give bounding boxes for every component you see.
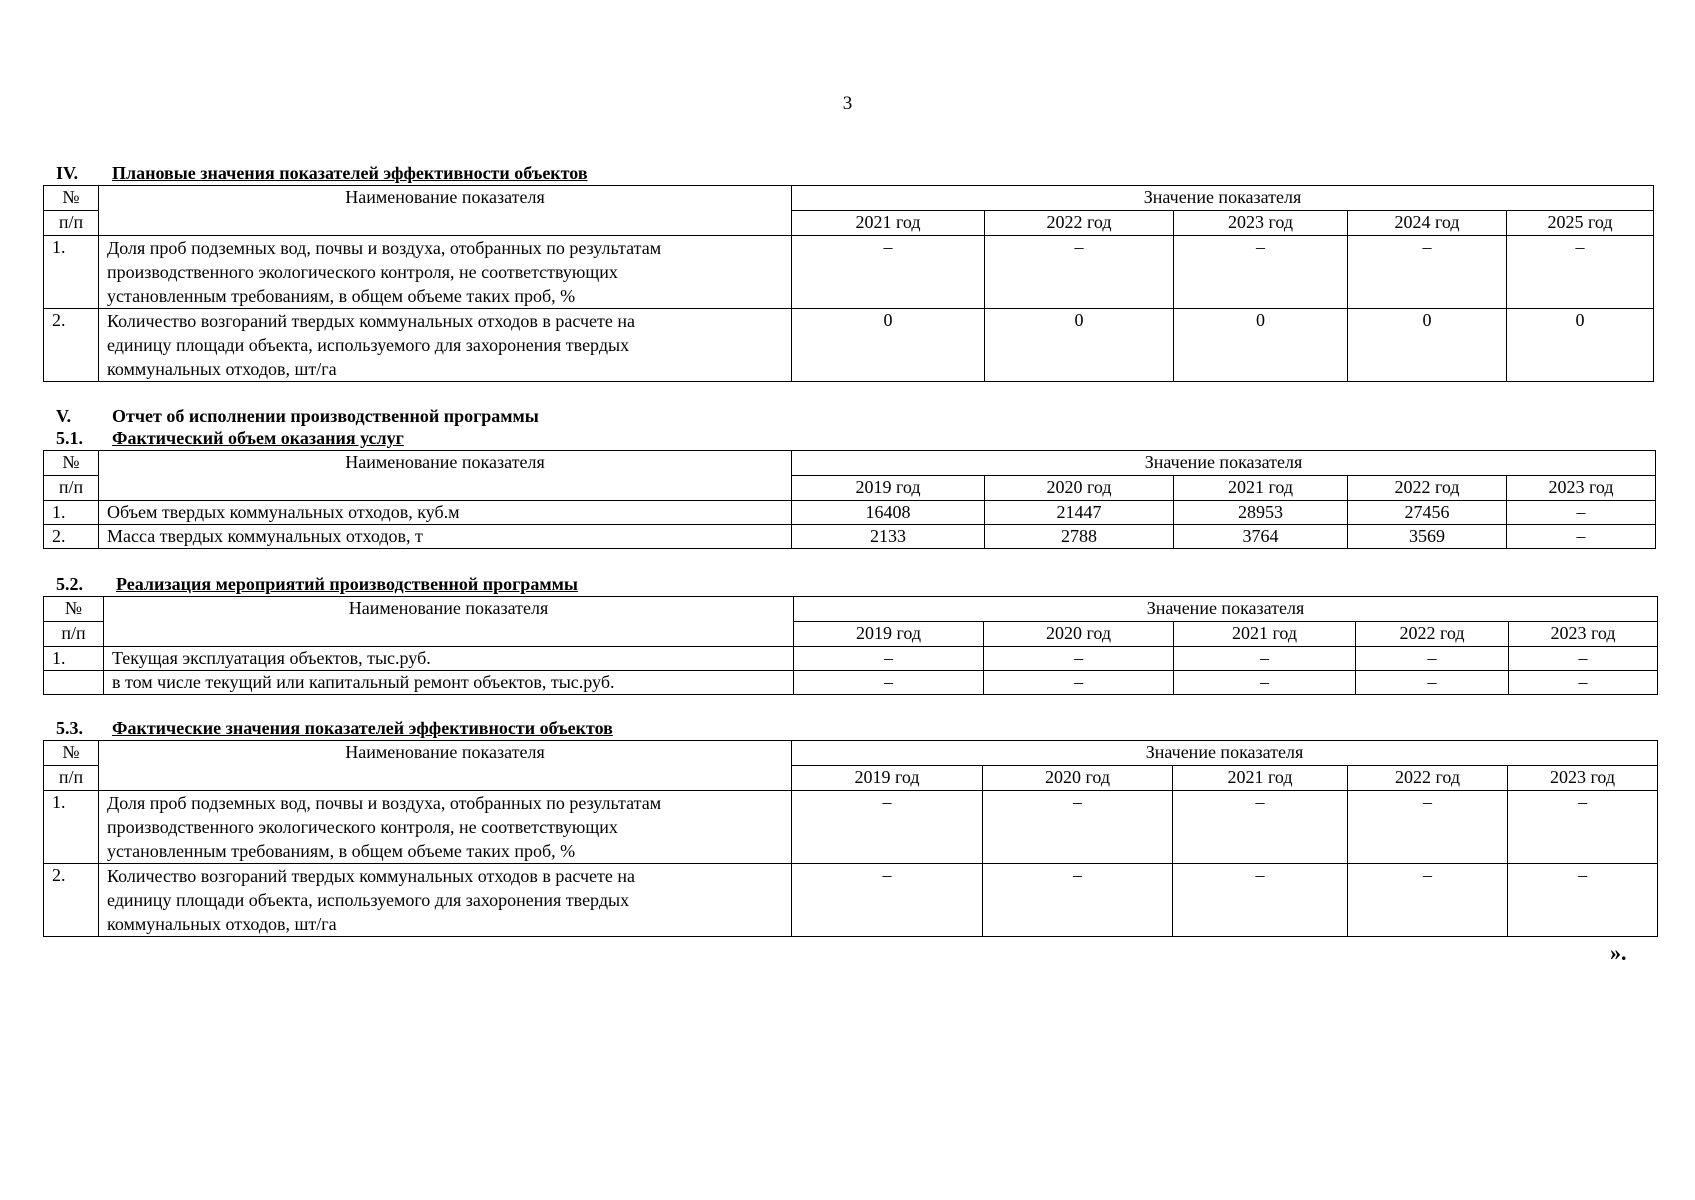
year-header: 2022 год xyxy=(985,211,1174,236)
table-row xyxy=(44,309,1654,382)
row-index: 2. xyxy=(44,525,99,549)
section-5-title: Отчет об исполнении производственной программы xyxy=(112,406,539,426)
row-value: – xyxy=(1509,647,1658,671)
header-pp: п/п xyxy=(44,211,99,236)
table-section-5-1 xyxy=(43,450,1656,549)
row-value: – xyxy=(1174,236,1348,309)
section-4-title: Плановые значения показателей эффективности объектов xyxy=(112,163,588,183)
row-value: 2133 xyxy=(792,525,985,549)
year-header: 2019 год xyxy=(792,476,985,501)
row-index: 1. xyxy=(44,647,104,671)
section-4-number: IV. xyxy=(56,163,79,183)
year-header: 2023 год xyxy=(1507,476,1656,501)
page-number: 3 xyxy=(842,93,853,114)
section-5-1-title: Фактический объем оказания услуг xyxy=(112,428,404,448)
header-value: Значение показателя xyxy=(794,597,1658,622)
row-index: 1. xyxy=(44,791,99,864)
row-value: 0 xyxy=(985,309,1174,382)
year-header: 2019 год xyxy=(794,622,984,647)
row-value: – xyxy=(1509,671,1658,695)
section-5-2-number: 5.2. xyxy=(56,574,83,594)
section-5-3-number: 5.3. xyxy=(56,718,83,738)
table-row xyxy=(44,236,1654,309)
row-value: – xyxy=(1348,864,1508,937)
section-5-3-heading xyxy=(56,718,613,739)
row-value: – xyxy=(1356,647,1509,671)
year-header: 2022 год xyxy=(1348,476,1507,501)
row-value: 0 xyxy=(1348,309,1507,382)
header-num: № xyxy=(44,741,99,766)
row-value: – xyxy=(792,236,985,309)
table-row xyxy=(44,791,1658,864)
row-value: – xyxy=(1507,525,1656,549)
row-name xyxy=(99,791,792,864)
year-header: 2020 год xyxy=(985,476,1174,501)
row-value: – xyxy=(1348,791,1508,864)
header-name: Наименование показателя xyxy=(99,451,792,501)
row-index xyxy=(44,671,104,695)
row-name-line: производственного экологического контроля, не соответствующих xyxy=(107,262,618,282)
row-name-line: производственного экологического контроля, не соответствующих xyxy=(107,817,618,837)
year-header: 2023 год xyxy=(1508,766,1658,791)
year-header: 2025 год xyxy=(1507,211,1654,236)
row-value: 27456 xyxy=(1348,501,1507,525)
table-row xyxy=(44,671,1658,695)
row-value: – xyxy=(984,647,1174,671)
table-section-5-2 xyxy=(43,596,1658,695)
table-section-5-3 xyxy=(43,740,1658,937)
header-num: № xyxy=(44,186,99,211)
section-5-2-title: Реализация мероприятий производственной программы xyxy=(116,574,578,594)
row-name: Масса твердых коммунальных отходов, т xyxy=(99,525,792,549)
row-value: – xyxy=(1173,791,1348,864)
row-name-line: установленным требованиям, в общем объеме таких проб, % xyxy=(107,286,576,306)
header-num: № xyxy=(44,451,99,476)
row-value: – xyxy=(792,791,983,864)
row-value: 16408 xyxy=(792,501,985,525)
row-name: в том числе текущий или капитальный ремонт объектов, тыс.руб. xyxy=(104,671,794,695)
header-pp: п/п xyxy=(44,476,99,501)
year-header: 2024 год xyxy=(1348,211,1507,236)
row-value: 21447 xyxy=(985,501,1174,525)
section-5-2-heading xyxy=(56,574,578,595)
year-header: 2020 год xyxy=(983,766,1173,791)
table-section-4 xyxy=(43,185,1654,382)
row-value: – xyxy=(1173,864,1348,937)
header-name: Наименование показателя xyxy=(104,597,794,647)
header-pp: п/п xyxy=(44,622,104,647)
row-value: – xyxy=(792,864,983,937)
year-header: 2021 год xyxy=(1174,476,1348,501)
row-name xyxy=(99,864,792,937)
row-value: – xyxy=(794,647,984,671)
row-name-line: Количество возгораний твердых коммунальных отходов в расчете на xyxy=(107,311,635,331)
row-value: – xyxy=(1508,791,1658,864)
section-4-heading xyxy=(56,163,588,184)
table-row xyxy=(44,525,1656,549)
row-name-line: Количество возгораний твердых коммунальных отходов в расчете на xyxy=(107,866,635,886)
row-index: 2. xyxy=(44,864,99,937)
row-name xyxy=(99,309,792,382)
row-value: – xyxy=(984,671,1174,695)
row-value: – xyxy=(794,671,984,695)
row-value: – xyxy=(1356,671,1509,695)
row-value: – xyxy=(1508,864,1658,937)
row-value: 0 xyxy=(1174,309,1348,382)
row-value: – xyxy=(983,791,1173,864)
year-header: 2023 год xyxy=(1509,622,1658,647)
row-index: 1. xyxy=(44,236,99,309)
header-name: Наименование показателя xyxy=(99,186,792,236)
row-value: 0 xyxy=(792,309,985,382)
row-name xyxy=(99,236,792,309)
row-value: – xyxy=(1348,236,1507,309)
table-row xyxy=(44,647,1658,671)
row-index: 2. xyxy=(44,309,99,382)
row-name-line: Доля проб подземных вод, почвы и воздуха, отобранных по результатам xyxy=(107,238,662,258)
header-value: Значение показателя xyxy=(792,741,1658,766)
row-name-line: единицу площади объекта, используемого для захоронения твердых xyxy=(107,335,630,355)
closing-mark: ». xyxy=(1610,940,1627,965)
year-header: 2022 год xyxy=(1348,766,1508,791)
header-pp: п/п xyxy=(44,766,99,791)
row-value: 0 xyxy=(1507,309,1654,382)
row-name: Текущая эксплуатация объектов, тыс.руб. xyxy=(104,647,794,671)
header-value: Значение показателя xyxy=(792,451,1656,476)
row-value: – xyxy=(985,236,1174,309)
year-header: 2022 год xyxy=(1356,622,1509,647)
row-name: Объем твердых коммунальных отходов, куб.м xyxy=(99,501,792,525)
year-header: 2021 год xyxy=(1174,622,1356,647)
row-value: – xyxy=(1174,647,1356,671)
year-header: 2023 год xyxy=(1174,211,1348,236)
row-value: – xyxy=(1507,236,1654,309)
section-5-heading xyxy=(56,406,539,427)
row-value: – xyxy=(983,864,1173,937)
year-header: 2019 год xyxy=(792,766,983,791)
section-5-1-number: 5.1. xyxy=(56,428,83,448)
row-name-line: Доля проб подземных вод, почвы и воздуха, отобранных по результатам xyxy=(107,793,662,813)
table-row xyxy=(44,501,1656,525)
section-5-number: V. xyxy=(56,406,72,426)
section-5-1-heading xyxy=(56,428,404,449)
row-name-line: коммунальных отходов, шт/га xyxy=(107,914,337,934)
row-name-line: коммунальных отходов, шт/га xyxy=(107,359,337,379)
year-header: 2021 год xyxy=(1173,766,1348,791)
row-value: 2788 xyxy=(985,525,1174,549)
row-value: – xyxy=(1507,501,1656,525)
row-value: – xyxy=(1174,671,1356,695)
row-value: 28953 xyxy=(1174,501,1348,525)
header-value: Значение показателя xyxy=(792,186,1654,211)
row-value: 3764 xyxy=(1174,525,1348,549)
row-value: 3569 xyxy=(1348,525,1507,549)
row-name-line: установленным требованиям, в общем объеме таких проб, % xyxy=(107,841,576,861)
section-5-3-title: Фактические значения показателей эффективности объектов xyxy=(112,718,613,738)
year-header: 2021 год xyxy=(792,211,985,236)
table-row xyxy=(44,864,1658,937)
row-name-line: единицу площади объекта, используемого для захоронения твердых xyxy=(107,890,630,910)
row-index: 1. xyxy=(44,501,99,525)
header-num: № xyxy=(44,597,104,622)
header-name: Наименование показателя xyxy=(99,741,792,791)
year-header: 2020 год xyxy=(984,622,1174,647)
